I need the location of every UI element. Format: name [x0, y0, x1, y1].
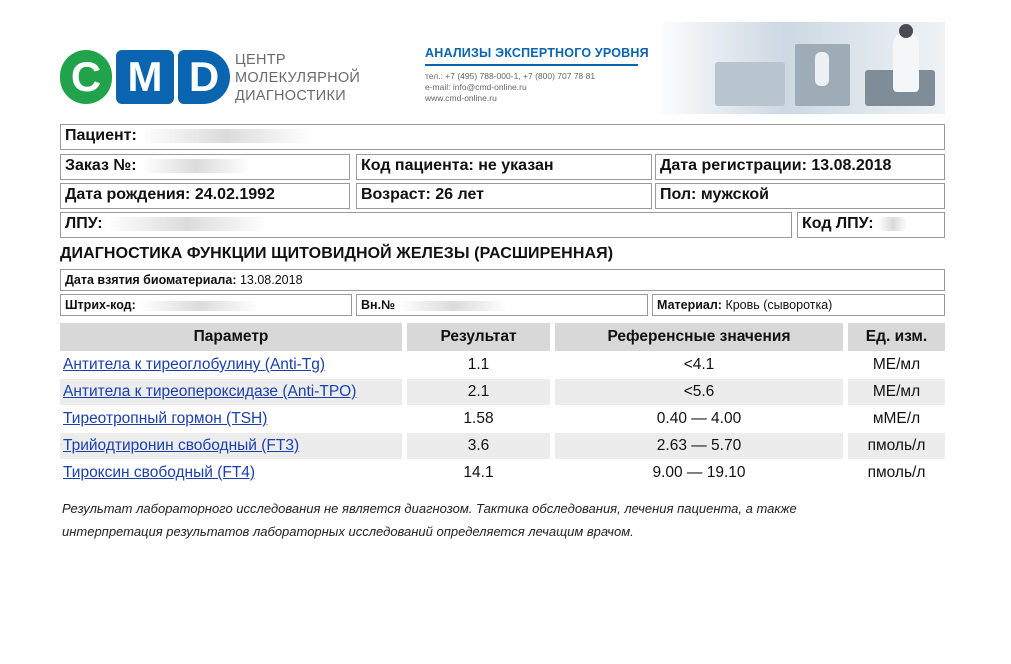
table-row-ref: <4.1: [683, 356, 715, 373]
patient-code-label: Код пациента:: [361, 157, 474, 174]
order-label: Заказ №:: [65, 157, 137, 174]
redacted-mark: [398, 301, 508, 311]
lpu-code-label: Код ЛПУ:: [802, 215, 874, 232]
redacted-mark: [107, 217, 267, 231]
logo-letter-c: C: [60, 50, 112, 104]
table-row-result: 14.1: [463, 464, 494, 481]
org-name-line-3: ДИАГНОСТИКИ: [235, 88, 346, 104]
org-name-line-2: МОЛЕКУЛЯРНОЙ: [235, 70, 361, 86]
birth-date-value: 24.02.1992: [194, 186, 275, 203]
barcode-field: [60, 294, 352, 316]
table-row-result: 2.1: [407, 379, 550, 405]
tagline: АНАЛИЗЫ ЭКСПЕРТНОГО УРОВНЯ: [425, 46, 649, 60]
patient-code-field: [356, 154, 652, 180]
age-label: Возраст:: [361, 186, 431, 203]
table-row-ref: <5.6: [555, 379, 843, 405]
org-name-line-1: ЦЕНТР: [235, 52, 286, 68]
table-row-unit: пмоль/л: [848, 433, 945, 459]
param-link[interactable]: Тиреотропный гормон (TSH): [63, 410, 268, 427]
section-title: ДИАГНОСТИКА ФУНКЦИИ ЩИТОВИДНОЙ ЖЕЛЕЗЫ (РАСШИРЕННАЯ): [60, 245, 614, 262]
table-row-unit: МЕ/мл: [848, 379, 945, 405]
material-label: Материал:: [657, 298, 722, 312]
org-name: [235, 51, 360, 105]
patient-label: Пациент:: [65, 127, 137, 144]
vn-field: [356, 294, 648, 316]
vn-label: Вн.№: [361, 298, 395, 312]
col-header-reference: Референсные значения: [555, 323, 843, 351]
table-row-ref: 2.63 — 5.70: [555, 433, 843, 459]
table-row-param[interactable]: [60, 406, 402, 432]
barcode-label: Штрих-код:: [65, 298, 136, 312]
order-field: [60, 154, 350, 180]
redacted-mark: [878, 217, 908, 231]
param-link[interactable]: Антитела к тиреопероксидазе (Anti-TPO): [63, 383, 357, 400]
patient-code-value: не указан: [478, 157, 554, 174]
table-row-param[interactable]: [60, 379, 402, 405]
disclaimer-line-1: Результат лабораторного исследования не является диагнозом. Тактика обследования, лечения пациента, а также: [62, 501, 797, 516]
col-header-unit: Ед. изм.: [848, 323, 945, 351]
table-row-ref: 0.40 — 4.00: [656, 410, 742, 427]
cmd-logo: [60, 50, 234, 104]
redacted-mark: [141, 129, 311, 143]
table-row-unit: пмоль/л: [867, 464, 926, 481]
table-row-result: 1.1: [467, 356, 490, 373]
param-link[interactable]: Тироксин свободный (FT4): [63, 464, 256, 481]
table-row-result: 1.58: [463, 410, 494, 427]
table-row-param[interactable]: [60, 433, 402, 459]
contact-email: e-mail: info@cmd-online.ru: [425, 82, 527, 92]
results-table: [60, 323, 945, 483]
birth-date-field: [60, 183, 350, 209]
patient-field: [60, 124, 945, 150]
age-value: 26 лет: [435, 186, 484, 203]
logo-letter-d: D: [178, 50, 230, 104]
sample-date-field: [60, 269, 945, 291]
birth-date-label: Дата рождения:: [65, 186, 191, 203]
table-row-unit: МЕ/мл: [872, 356, 921, 373]
lab-photo: [655, 22, 945, 114]
logo-letter-m: M: [116, 50, 174, 104]
lab-worker-head: [899, 24, 913, 38]
reg-date-field: [655, 154, 945, 180]
sex-label: Пол:: [660, 186, 697, 203]
disclaimer-note: [62, 497, 797, 543]
reg-date-value: 13.08.2018: [811, 157, 892, 174]
sample-date-label: Дата взятия биоматериала:: [65, 273, 237, 287]
disclaimer-line-2: интерпретация результатов лабораторных исследований определяется лечащим врачом.: [62, 524, 634, 539]
material-value: Кровь (сыворотка): [725, 298, 833, 312]
redacted-mark: [141, 159, 251, 173]
col-header-result: Результат: [407, 323, 550, 351]
lab-worker-figure: [815, 52, 829, 86]
table-row-result: 3.6: [407, 433, 550, 459]
lpu-label: ЛПУ:: [65, 215, 103, 232]
age-field: [356, 183, 652, 209]
table-row-param[interactable]: [60, 352, 402, 378]
contacts: [425, 71, 595, 104]
tagline-underline: [425, 64, 638, 66]
col-header-parameter: Параметр: [60, 323, 402, 351]
table-row-unit: мМЕ/л: [872, 410, 921, 427]
material-field: [652, 294, 945, 316]
lab-equipment: [715, 62, 785, 106]
lpu-field: [60, 212, 792, 238]
sex-value: мужской: [700, 186, 769, 203]
sample-date-value: 13.08.2018: [239, 273, 303, 287]
table-row-param[interactable]: [60, 460, 402, 486]
param-link[interactable]: Антитела к тиреоглобулину (Anti-Tg): [63, 356, 326, 373]
contact-website: www.cmd-online.ru: [425, 93, 497, 103]
lab-worker-figure: [893, 32, 919, 92]
reg-date-label: Дата регистрации:: [660, 157, 807, 174]
redacted-mark: [139, 301, 259, 311]
sex-field: [655, 183, 945, 209]
table-row-ref: 9.00 — 19.10: [652, 464, 746, 481]
contact-phone: тел.: +7 (495) 788-000-1, +7 (800) 707 78 81: [425, 71, 596, 81]
param-link[interactable]: Трийодтиронин свободный (FT3): [63, 437, 300, 454]
lpu-code-field: [797, 212, 945, 238]
